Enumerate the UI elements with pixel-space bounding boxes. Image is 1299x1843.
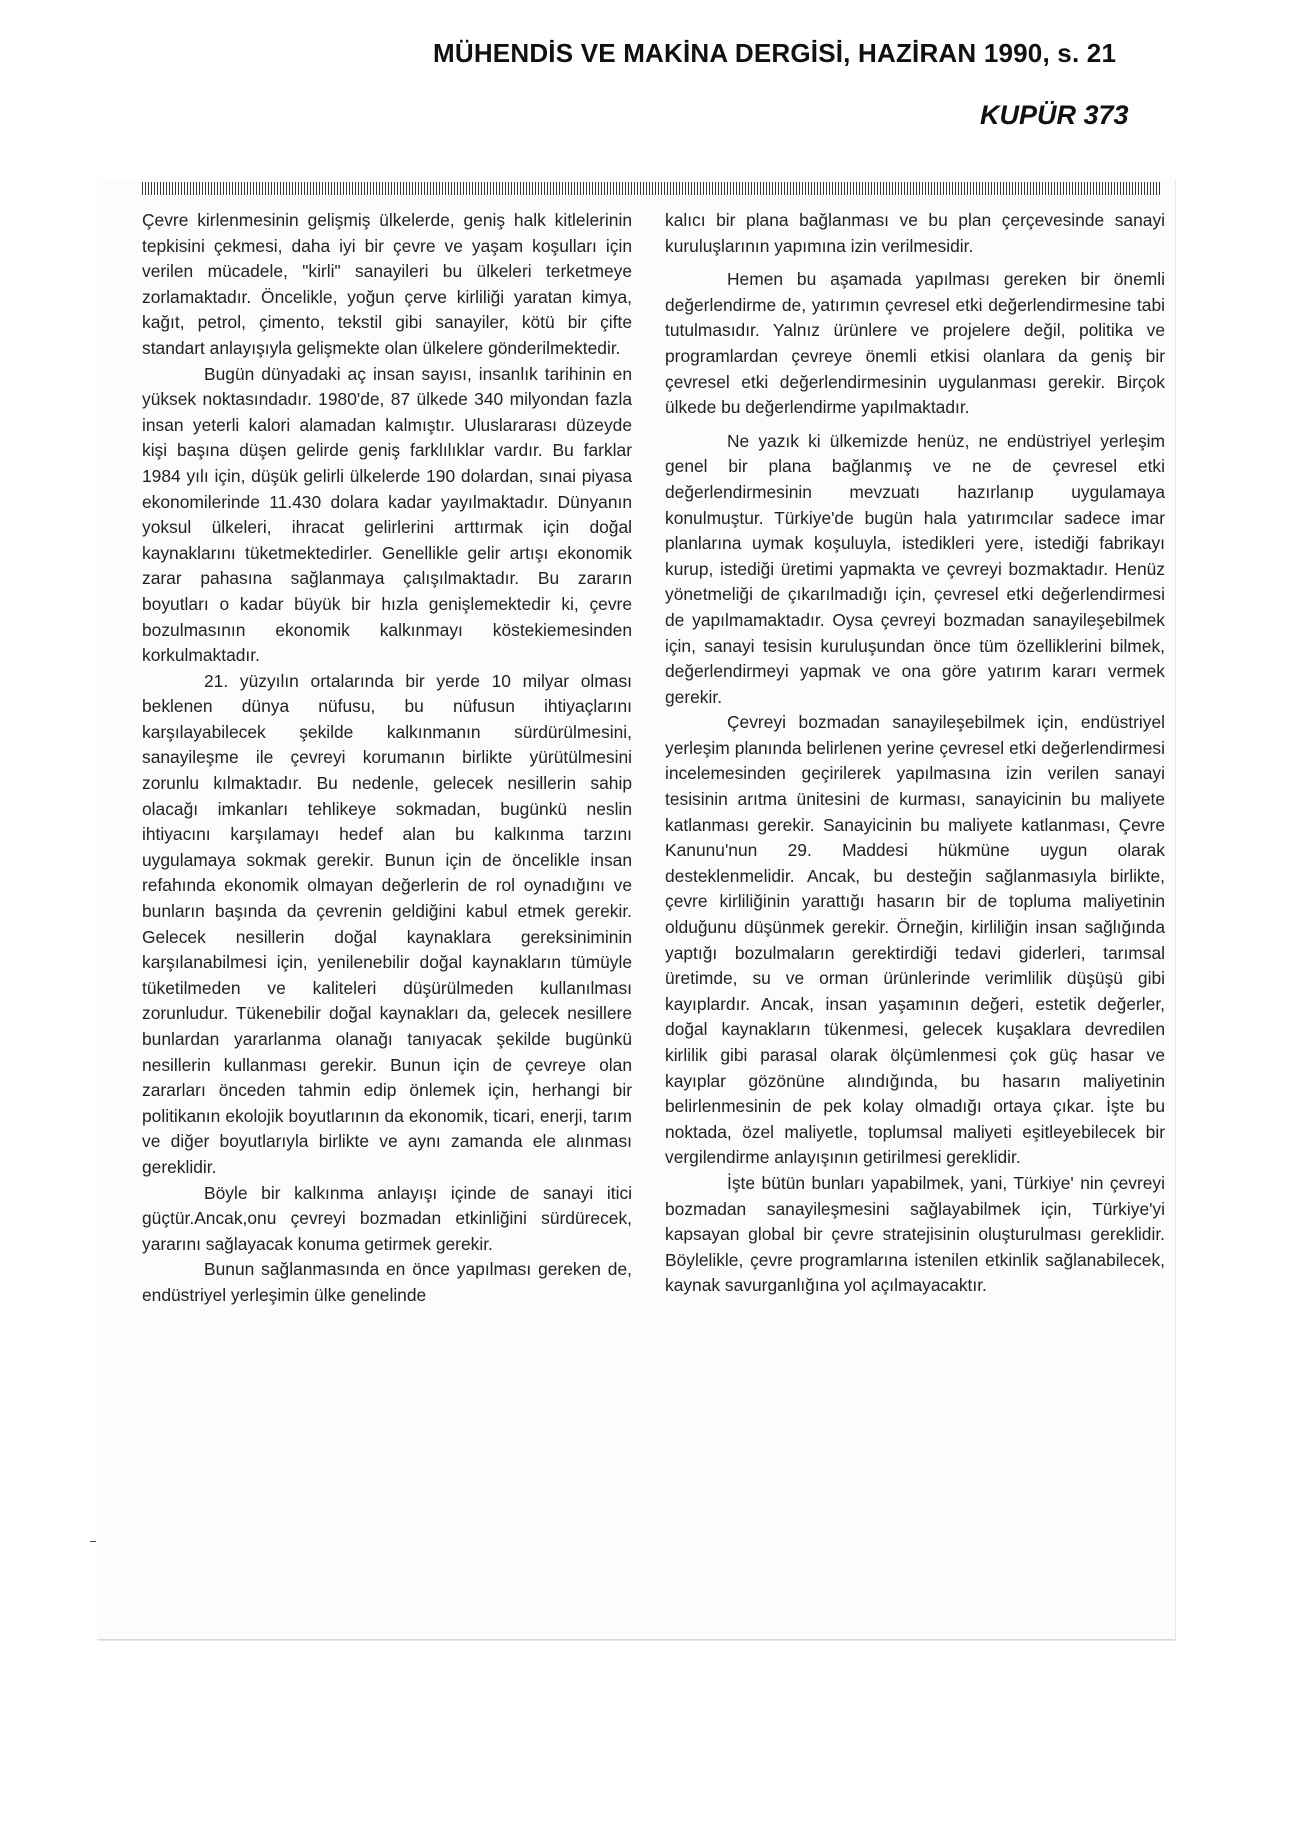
journal-header: MÜHENDİS VE MAKİNA DERGİSİ, HAZİRAN 1990, s. 21 [433, 38, 1117, 68]
right-column [665, 208, 1165, 1299]
clipping-number: KUPÜR 373 [980, 100, 1129, 130]
paragraph: Bugün dünyadaki aç insan sayısı, insanlık tarihinin en yüksek noktasındadır. 1980'de, 87 ülkede 340 milyondan fazla insan yeterli kalori alamadan kalmıştır. Uluslararası düzeyde kişi başına düşen gelirde geniş farklılıklar vardır. Bu farklar 1984 yılı için, düşük gelirli ülkelerde 190 dolardan, sınai piyasa ekonomilerinde 11.430 dolara kadar yayılmaktadır. Dünyanın yoksul ülkeleri, ihracat gelirlerini arttırmak için doğal kaynaklarını tüketmektedirler. Genellikle gelir artışı ekonomik zarar pahasına sağlanmaya çalışılmaktadır. Bu zararın boyutları o kadar büyük bir hızla genişlemektedir ki, çevre bozulmasının ekonomik kalkınmayı köstekiemesinden korkulmaktadır. [142, 363, 632, 666]
paragraph: Çevreyi bozmadan sanayileşebilmek için, endüstriyel yerleşim planında belirlenen yerine çevresel etki değerlendirmesi incelemesinden geçirilerek yapılmasına izin verilen sanayi tesisinin arıtma ünitesini de kurması, sanayicinin bu maliyete katlanması gerekir. Sanayicinin bu maliyete katlanması, Çevre Kanunu'nun 29. Maddesi hükmüne uygun olarak desteklenmelidir. Ancak, bu desteğin sağlanmasıyla birlikte, çevre kirliliğinin yarattığı hasarın bir de topluma maliyetinin olduğunu düşünmek gerekir. Örneğin, kirliliğin insan sağlığında yaptığı bozulmaların gerektirdiği tedavi giderleri, tarımsal üretimde, su ve orman ürünlerinde verimlilik düşüşü gibi kayıplardır. Ancak, insan yaşamının değeri, estetik değerler, doğal kaynakların tükenmesi, gelecek kuşaklara devredilen kirlilik gibi parasal olarak ölçümlenmesi çok güç hasar ve kayıplar gözönüne alındığında, bu hasarın maliyetinin belirlenmesinin de pek kolay olmadığı ortaya çıkar. İşte bu noktada, özel maliyetle, toplumsal maliyeti eşitleyebilecek bir vergilendirme anlayışının getirilmesi gereklidir. [665, 712, 1165, 1168]
paragraph: Ne yazık ki ülkemizde henüz, ne endüstriyel yerleşim genel bir plana bağlanmış ve ne de çevresel etki değerlendirmesinin mevzuatı hazırlanıp uygulamaya konulmuştur. Türkiye'de bugün hala yatırımcılar sadece imar planlarına uymak koşuluyla, istedikleri yere, istediği fabrikayı kurup, istediği üretimi yapmakta ve çevreyi bozmaktadır. Henüz yönetmeliği de çıkarılmadığı için, çevresel etki değerlendirmesi de yapılmamaktadır. Oysa çevreyi bozmadan sanayileşebilmek için, sanayi tesisin kuruluşundan önce tüm özelliklerini bilmek, değerlendirmeyi yapmak ve ona göre yatırım kararı vermek gerekir. [665, 430, 1165, 707]
paragraph: 21. yüzyılın ortalarında bir yerde 10 milyar olması beklenen dünya nüfusu, bu nüfusun ihtiyaçlarını karşılayabilecek şekilde kalkınmanın sürdürülmesini, sanayileşme ile çevreyi korumanın birlikte yürütülmesini zorunlu kılmaktadır. Bu nedenle, gelecek nesillerin sahip olacağı imkanları tehlikeye sokmadan, bugünkü neslin ihtiyacını karşılamayı hedef alan bu kalkınma tarzını uygulamaya sokmak gerekir. Bunun için de öncelikle insan refahında ekonomik olmayan değerlerin de rol oynadığını ve bunların başında da çevrenin geldiğini kabul etmek gerekir. Gelecek nesillerin doğal kaynaklara gereksiniminin karşılanabilmesi için, yenilenebilir doğal kaynakların tümüyle tüketilmeden ve kaliteleri düşürülmeden kullanılması zorunludur. Tükenebilir doğal kaynakları da, gelecek nesillere bunlardan yararlanma olanağı tanıyacak şekilde bugünkü nesillerin kullanması gerekir. Bunun için de çevreye olan zararları önceden tahmin edip önlemek için, herhangi bir politikanın ekolojik boyutlarının da ekonomik, ticari, enerji, tarım ve diğer boyutlarıyla birlikte ve aynı zamanda ele alınması gereklidir. [142, 670, 632, 1177]
barcode-strip [142, 182, 1160, 195]
newspaper-clipping [97, 178, 1175, 1640]
left-column [142, 208, 632, 1309]
paragraph: kalıcı bir plana bağlanması ve bu plan çerçevesinde sanayi kuruluşlarının yapımına izin verilmesidir. [665, 210, 1165, 256]
paragraph: Böyle bir kalkınma anlayışı içinde de sanayi itici güçtür.Ancak,onu çevreyi bozmadan etkinliğini sürdürecek, yararını sağlayacak konuma getirmek gerekir. [142, 1182, 632, 1254]
paragraph: Bunun sağlanmasında en önce yapılması gereken de, endüstriyel yerleşimin ülke genelinde [142, 1259, 632, 1305]
margin-mark [90, 1541, 96, 1542]
paragraph: Hemen bu aşamada yapılması gereken bir önemli değerlendirme de, yatırımın çevresel etki değerlendirmesine tabi tutulmasıdır. Yalnız ürünlere ve projelere değil, politika ve programlardan çevreye önemli etkisi olanlara da geniş bir çevresel etki değerlendirmesinin uygulanması gerekir. Birçok ülkede bu değerlendirme yapılmaktadır. [665, 269, 1165, 418]
paragraph: Çevre kirlenmesinin gelişmiş ülkelerde, geniş halk kitlelerinin tepkisini çekmesi, daha iyi bir çevre ve yaşam koşulları için verilen mücadele, "kirli" sanayileri bu ülkeleri terketmeye zorlamaktadır. Öncelikle, yoğun çerve kirliliği yaratan kimya, kağıt, petrol, çimento, tekstil gibi sanayiler, kötü bir çifte standart anlayışıyla gelişmekte olan ülkelere gönderilmektedir. [142, 210, 632, 358]
paragraph: İşte bütün bunları yapabilmek, yani, Türkiye' nin çevreyi bozmadan sanayileşmesini sağlayabilmek için, Türkiye'yi kapsayan global bir çevre stratejisinin oluşturulması gereklidir. Böylelikle, çevre programlarına istenilen etkinlik sağlanabilecek, kaynak savurganlığına yol açılmayacaktır. [665, 1172, 1165, 1296]
